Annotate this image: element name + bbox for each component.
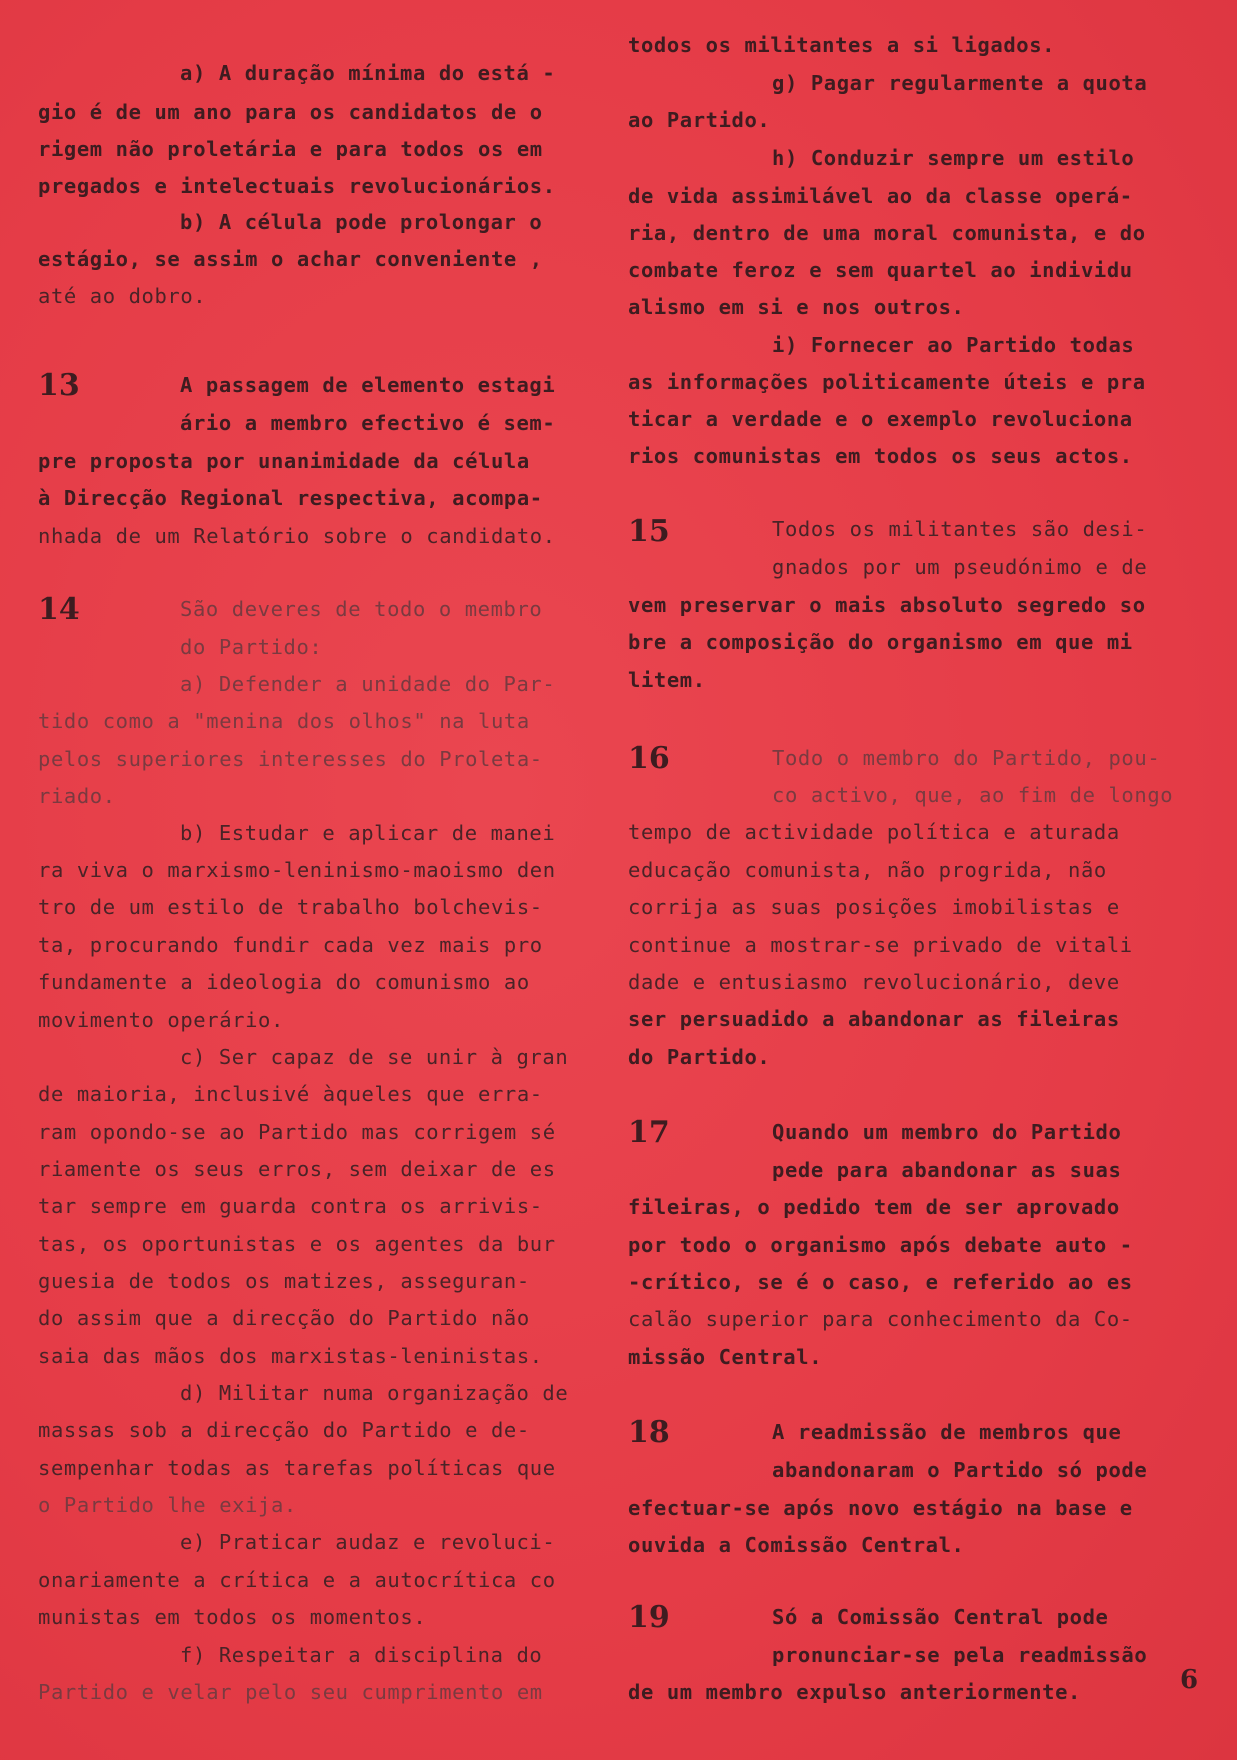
left-line: f) Respeitar a disciplina do (180, 1643, 543, 1667)
left-line: São deveres de todo o membro (180, 597, 543, 621)
article-number: 15 (628, 514, 670, 549)
left-line: Partido e velar pelo seu cumprimento em (38, 1680, 543, 1704)
right-line: as informações politicamente úteis e pra (628, 370, 1146, 394)
right-line: vem preservar o mais absoluto segredo so (628, 593, 1146, 617)
right-line: Só a Comissão Central pode (772, 1605, 1109, 1629)
right-line: missão Central. (628, 1345, 823, 1369)
right-line: educação comunista, não progrida, não (628, 858, 1107, 882)
right-line: ser persuadido a abandonar as fileiras (628, 1007, 1120, 1031)
right-line: ticar a verdade e o exemplo revoluciona (628, 407, 1133, 431)
left-line: fundamente a ideologia do comunismo ao (38, 970, 530, 994)
article-number: 19 (628, 1600, 670, 1635)
right-line: Quando um membro do Partido (772, 1120, 1122, 1144)
right-line: -crítico, se é o caso, e referido ao es (628, 1270, 1133, 1294)
left-line: riado. (38, 784, 116, 808)
article-number: 13 (38, 368, 80, 403)
left-line: o Partido lhe exija. (38, 1493, 297, 1517)
left-line: b) A célula pode prolongar o (180, 210, 543, 234)
left-line: b) Estudar e aplicar de manei (180, 821, 556, 845)
left-line: sempenhar todas as tarefas políticas que (38, 1456, 556, 1480)
right-line: abandonaram o Partido só pode (772, 1458, 1148, 1482)
left-line: ta, procurando fundir cada vez mais pro (38, 933, 543, 957)
article-number: 18 (628, 1415, 670, 1450)
left-line: d) Militar numa organização de (180, 1381, 569, 1405)
right-line: do Partido. (628, 1045, 771, 1069)
left-line: c) Ser capaz de se unir à gran (180, 1045, 569, 1069)
right-line: alismo em si e nos outros. (628, 295, 965, 319)
right-line: de um membro expulso anteriormente. (628, 1680, 1081, 1704)
article-number: 14 (38, 592, 80, 627)
left-line: onariamente a crítica e a autocrítica co (38, 1568, 556, 1592)
left-line: tro de um estilo de trabalho bolchevis- (38, 895, 543, 919)
left-line: a) Defender a unidade do Par- (180, 672, 556, 696)
right-line: por todo o organismo após debate auto - (628, 1233, 1133, 1257)
article-number: 17 (628, 1115, 670, 1150)
right-line: pronunciar-se pela readmissão (772, 1643, 1148, 1667)
left-line: ram opondo-se ao Partido mas corrigem sé (38, 1120, 556, 1144)
right-line: pede para abandonar as suas (772, 1158, 1122, 1182)
left-line: tar sempre em guarda contra os arrivis- (38, 1194, 543, 1218)
right-line: A readmissão de membros que (772, 1420, 1122, 1444)
right-line: Todo o membro do Partido, pou- (772, 746, 1161, 770)
article-number: 16 (628, 741, 670, 776)
right-line: co activo, que, ao fim de longo (772, 783, 1174, 807)
left-line: ra viva o marxismo-leninismo-maoismo den (38, 858, 556, 882)
left-line: A passagem de elemento estagi (180, 373, 556, 397)
left-line: e) Praticar audaz e revoluci- (180, 1530, 556, 1554)
left-line: rigem não proletária e para todos os em (38, 137, 543, 161)
left-line: pregados e intelectuais revolucionários. (38, 174, 556, 198)
right-line: i) Fornecer ao Partido todas (772, 333, 1135, 357)
left-line: munistas em todos os momentos. (38, 1605, 427, 1629)
left-line: guesia de todos os matizes, asseguran- (38, 1269, 530, 1293)
right-line: Todos os militantes são desi- (772, 517, 1148, 541)
right-line: todos os militantes a si ligados. (628, 33, 1056, 57)
left-line: tido como a "menina dos olhos" na luta (38, 709, 530, 733)
right-line: calão superior para conhecimento da Co- (628, 1307, 1133, 1331)
right-line: fileiras, o pedido tem de ser aprovado (628, 1195, 1120, 1219)
right-line: ao Partido. (628, 108, 771, 132)
left-line: estágio, se assim o achar conveniente , (38, 247, 543, 271)
left-line: massas sob a direcção do Partido e de- (38, 1418, 530, 1442)
left-line: movimento operário. (38, 1008, 284, 1032)
right-line: corrija as suas posições imobilistas e (628, 895, 1120, 919)
right-line: dade e entusiasmo revolucionário, deve (628, 970, 1120, 994)
left-line: a) A duração mínima do está - (180, 61, 556, 85)
left-line: riamente os seus erros, sem deixar de es (38, 1157, 556, 1181)
left-line: saia das mãos dos marxistas-leninistas. (38, 1344, 543, 1368)
left-line: gio é de um ano para os candidatos de o (38, 100, 543, 124)
left-line: à Direcção Regional respectiva, acompa- (38, 486, 543, 510)
right-line: ouvida a Comissão Central. (628, 1533, 965, 1557)
page-number: 6 (1180, 1665, 1199, 1695)
right-line: de vida assimilável ao da classe operá- (628, 184, 1133, 208)
right-line: gnados por um pseudónimo e de (772, 555, 1148, 579)
left-line: pre proposta por unanimidade da célula (38, 449, 530, 473)
right-line: h) Conduzir sempre um estilo (772, 146, 1135, 170)
left-line: nhada de um Relatório sobre o candidato. (38, 524, 556, 548)
left-line: de maioria, inclusivé àqueles que erra- (38, 1082, 543, 1106)
left-line: do Partido: (180, 635, 323, 659)
right-line: combate feroz e sem quartel ao individu (628, 258, 1133, 282)
right-line: bre a composição do organismo em que mi (628, 630, 1133, 654)
left-line: ário a membro efectivo é sem- (180, 411, 556, 435)
right-line: tempo de actividade política e aturada (628, 820, 1120, 844)
left-line: tas, os oportunistas e os agentes da bur (38, 1232, 556, 1256)
left-line: até ao dobro. (38, 284, 207, 308)
right-line: litem. (628, 668, 706, 692)
left-line: pelos superiores interesses do Proleta- (38, 747, 543, 771)
left-line: do assim que a direcção do Partido não (38, 1306, 530, 1330)
right-line: efectuar-se após novo estágio na base e (628, 1496, 1133, 1520)
right-line: rios comunistas em todos os seus actos. (628, 444, 1133, 468)
right-line: ria, dentro de uma moral comunista, e do (628, 221, 1146, 245)
right-line: continue a mostrar-se privado de vitali (628, 933, 1133, 957)
right-line: g) Pagar regularmente a quota (772, 71, 1148, 95)
